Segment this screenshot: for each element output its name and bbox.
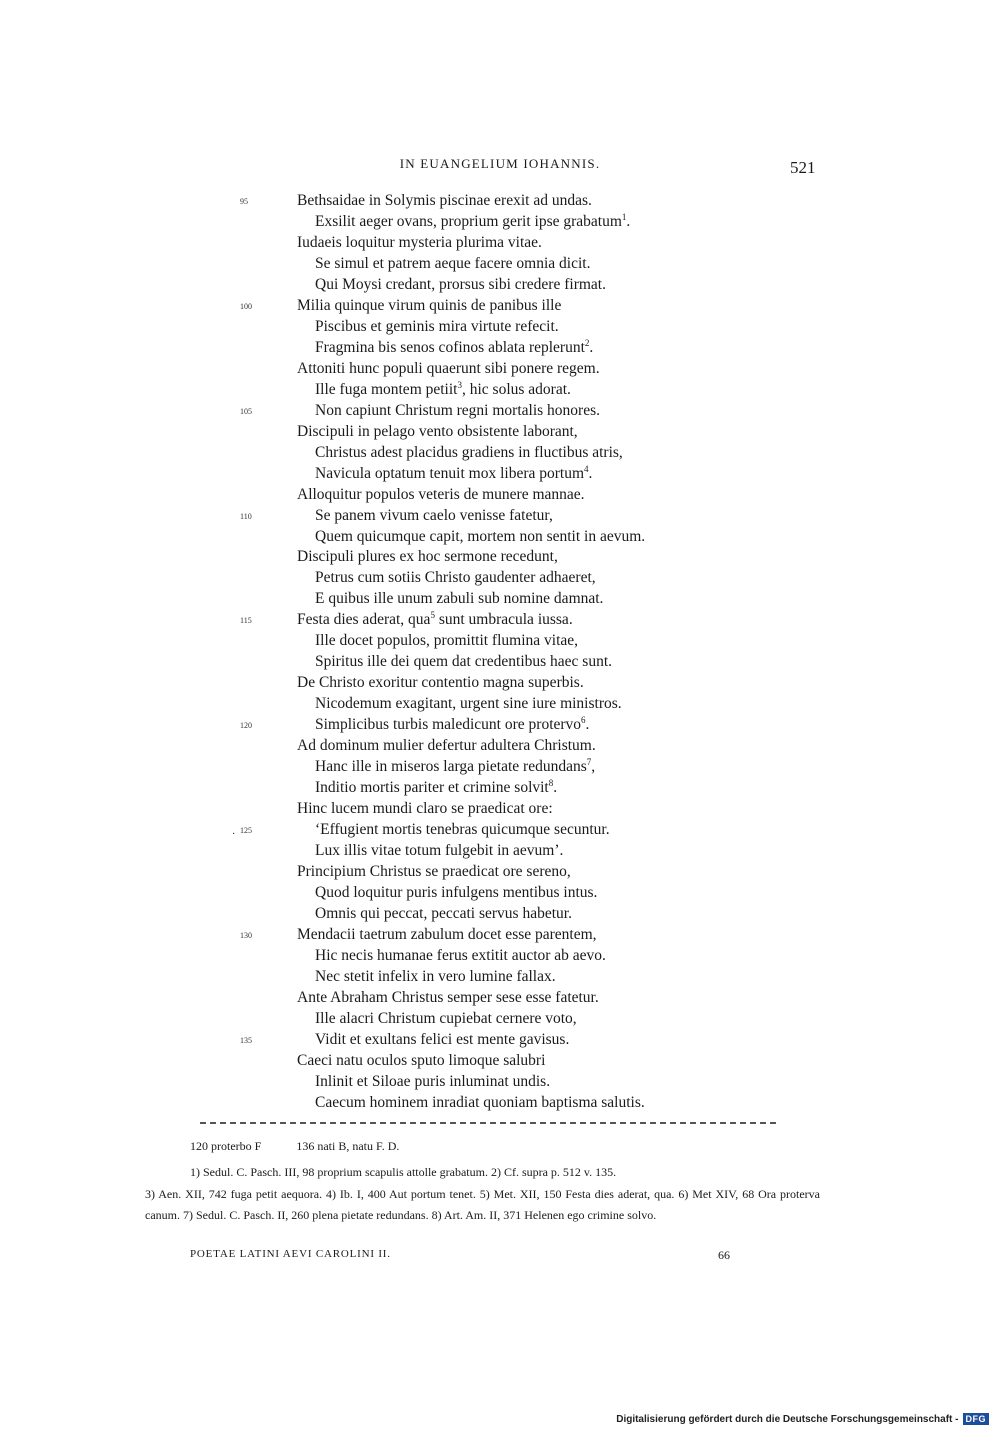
signature-line: POETAE LATINI AEVI CAROLINI II. bbox=[190, 1248, 391, 1260]
poem-line bbox=[240, 714, 800, 735]
line-text: Principium Christus se praedicat ore sereno, bbox=[297, 863, 571, 880]
poem-line bbox=[240, 630, 800, 651]
page-number: 521 bbox=[790, 158, 816, 177]
poem-line bbox=[240, 861, 800, 882]
line-number: 105 bbox=[240, 406, 252, 416]
line-text: Vidit et exultans felici est mente gavisus. bbox=[315, 1030, 570, 1048]
line-text: Inditio mortis pariter et crimine solvit$^8$. bbox=[315, 777, 558, 797]
poem-line bbox=[240, 1029, 800, 1050]
critical-apparatus bbox=[190, 1139, 431, 1154]
poem-line bbox=[240, 1071, 800, 1092]
poem-line bbox=[240, 756, 800, 777]
line-text: Festa dies aderat, qua$^5$ sunt umbracula iussa. bbox=[297, 610, 573, 629]
line-text: Attoniti hunc populi quaerunt sibi ponere regem. bbox=[297, 359, 600, 377]
poem-line bbox=[240, 463, 800, 484]
poem-line bbox=[240, 546, 800, 567]
poem-line bbox=[240, 379, 800, 400]
poem-line bbox=[240, 316, 800, 337]
line-text: Omnis qui peccat, peccati servus habetur. bbox=[315, 904, 572, 922]
footnote-ref: 3 bbox=[457, 379, 462, 390]
poem-line bbox=[240, 966, 800, 987]
footnote-ref: 1 bbox=[621, 211, 627, 222]
line-text: Ad dominum mulier defertur adultera Christum. bbox=[297, 737, 596, 755]
line-text: Caecum hominem inradiat quoniam baptisma salutis. bbox=[315, 1093, 645, 1111]
line-text: Qui Moysi credant, prorsus sibi credere firmat. bbox=[315, 275, 606, 293]
line-text: Piscibus et geminis mira virtute refecit. bbox=[315, 317, 559, 335]
line-text: Mendacii taetrum zabulum docet esse parentem, bbox=[297, 925, 597, 943]
poem-line bbox=[240, 274, 800, 295]
poem-line bbox=[240, 484, 800, 505]
poem-line bbox=[240, 819, 800, 840]
poem-line bbox=[240, 526, 800, 547]
line-text: Nec stetit infelix in vero lumine fallax. bbox=[315, 967, 556, 985]
line-number: 95 bbox=[240, 197, 248, 206]
line-text: Bethsaidae in Solymis piscinae erexit ad undas. bbox=[297, 192, 592, 209]
line-text: Se simul et patrem aeque facere omnia dicit. bbox=[315, 254, 591, 272]
line-text: Spiritus ille dei quem dat credentibus haec sunt. bbox=[315, 653, 613, 671]
poem-line bbox=[240, 903, 800, 924]
line-number: 125 bbox=[240, 826, 252, 836]
line-text: Lux illis vitae totum fulgebit in aevum’. bbox=[315, 842, 564, 860]
poem-line bbox=[240, 924, 800, 945]
line-number: 110 bbox=[240, 511, 252, 521]
footnote-ref: 7 bbox=[586, 757, 592, 767]
footnote-ref: 5 bbox=[430, 610, 435, 621]
apparatus-entry: 120 proterbo F bbox=[190, 1139, 262, 1153]
credit-text: Digitalisierung gefördert durch die Deutsche Forschungsgemeinschaft - bbox=[616, 1413, 959, 1425]
line-text: Christus adest placidus gradiens in fluctibus atris, bbox=[315, 443, 623, 461]
line-text: Nicodemum exagitant, urgent sine iure ministros. bbox=[315, 695, 622, 713]
poem-line bbox=[240, 211, 800, 232]
poem-line bbox=[240, 1050, 800, 1071]
poem-line bbox=[240, 505, 800, 526]
poem-line bbox=[240, 253, 800, 274]
poem-line bbox=[240, 295, 800, 316]
running-header: IN EUANGELIUM IOHANNIS. bbox=[399, 156, 601, 171]
line-text: Alloquitur populos veteris de munere mannae. bbox=[297, 485, 585, 503]
line-text: Ille fuga montem petiit$^3$, hic solus adorat. bbox=[315, 379, 571, 398]
poem-line bbox=[240, 945, 800, 966]
line-text: Ille docet populos, promittit flumina vitae, bbox=[315, 632, 579, 650]
line-text: Petrus cum sotiis Christo gaudenter adhaeret, bbox=[315, 569, 596, 587]
footnote-ref: 8 bbox=[548, 777, 554, 788]
line-text: Ante Abraham Christus semper sese esse fatetur. bbox=[297, 988, 599, 1006]
poem-line bbox=[240, 358, 800, 379]
line-text: E quibus ille unum zabuli sub nomine damnat. bbox=[315, 590, 604, 608]
line-number: 115 bbox=[240, 616, 252, 626]
footnote-ref: 4 bbox=[584, 463, 589, 474]
poem-body bbox=[240, 190, 800, 1113]
poem-line bbox=[240, 1092, 800, 1113]
line-text: Non capiunt Christum regni mortalis honores. bbox=[315, 401, 600, 419]
separator-rule bbox=[200, 1122, 776, 1124]
poem-line bbox=[240, 337, 800, 358]
footnotes bbox=[145, 1162, 820, 1227]
poem-line bbox=[240, 1008, 800, 1029]
line-text: Se panem vivum caelo venisse fatetur, bbox=[315, 506, 553, 524]
line-number: 120 bbox=[240, 721, 252, 731]
line-text: Quem quicumque capit, mortem non sentit in aevum. bbox=[315, 527, 646, 545]
line-text: Discipuli in pelago vento obsistente laborant, bbox=[297, 422, 578, 440]
poem-line bbox=[240, 777, 800, 798]
poem-line bbox=[240, 798, 800, 819]
line-text: Simplicibus turbis maledicunt ore protervo$^6$. bbox=[315, 715, 590, 734]
line-text: Milia quinque virum quinis de panibus ille bbox=[297, 296, 562, 314]
poem-line bbox=[240, 567, 800, 588]
funding-credit bbox=[616, 1413, 989, 1425]
footnote-para: 3) Aen. XII, 742 fuga petit aequora. 4) Ib. I, 400 Aut portum tenet. 5) Met. XII, 150 Festa dies aderat, qua. 6) Met XIV, 68 Ora proterva canum. 7) Sedul. C. Pasch. II, 260 plena pietate redundans. 8) Art. Am. II, 371 Helenen ego crimine solvo. bbox=[145, 1186, 820, 1222]
line-number: 100 bbox=[240, 301, 252, 311]
line-text: Ille alacri Christum cupiebat cernere voto, bbox=[315, 1009, 577, 1027]
poem-line bbox=[240, 421, 800, 442]
footnote-para: 1) Sedul. C. Pasch. III, 98 proprium scapulis attolle grabatum. 2) Cf. supra p. 512 v. 135. bbox=[190, 1165, 617, 1179]
apparatus-entry: 136 nati B, natu F. D. bbox=[296, 1139, 400, 1153]
poem-line bbox=[240, 609, 800, 630]
poem-line bbox=[240, 442, 800, 463]
poem-line bbox=[240, 232, 800, 253]
line-text: Inlinit et Siloae puris inluminat undis. bbox=[315, 1072, 551, 1090]
footnote-ref: 6 bbox=[581, 715, 586, 726]
poem-line bbox=[240, 693, 800, 714]
signature-number: 66 bbox=[718, 1248, 730, 1262]
poem-line bbox=[240, 882, 800, 903]
line-number: 130 bbox=[240, 930, 252, 940]
footnote-ref: 2 bbox=[584, 337, 590, 348]
poem-line bbox=[240, 840, 800, 861]
line-text: Caeci natu oculos sputo limoque salubri bbox=[297, 1051, 546, 1069]
poem-line bbox=[240, 588, 800, 609]
margin-mark: · bbox=[232, 829, 236, 840]
poem-line bbox=[240, 735, 800, 756]
line-text: Fragmina bis senos cofinos ablata replerunt$^2$. bbox=[315, 337, 594, 356]
poem-line bbox=[240, 190, 800, 211]
dfg-logo: DFG bbox=[963, 1413, 990, 1425]
line-text: Iudaeis loquitur mysteria plurima vitae. bbox=[297, 233, 542, 251]
poem-line bbox=[240, 651, 800, 672]
line-text: Discipuli plures ex hoc sermone recedunt, bbox=[297, 548, 558, 566]
line-text: Quod loquitur puris infulgens mentibus intus. bbox=[315, 883, 598, 901]
poem-line bbox=[240, 672, 800, 693]
line-text: Hic necis humanae ferus extitit auctor ab aevo. bbox=[315, 946, 606, 964]
line-text: Hanc ille in miseros larga pietate redundans$^7$, bbox=[315, 757, 596, 776]
poem-line bbox=[240, 987, 800, 1008]
line-text: ‘Effugient mortis tenebras quicumque secuntur. bbox=[315, 821, 610, 839]
line-text: Navicula optatum tenuit mox libera portum$^4$. bbox=[315, 463, 593, 482]
poem-line bbox=[240, 400, 800, 421]
line-text: De Christo exoritur contentio magna superbis. bbox=[297, 674, 584, 692]
line-text: Hinc lucem mundi claro se praedicat ore: bbox=[297, 800, 553, 818]
line-number: 135 bbox=[240, 1035, 252, 1045]
line-text: Exsilit aeger ovans, proprium gerit ipse grabatum$^1$. bbox=[315, 211, 631, 230]
